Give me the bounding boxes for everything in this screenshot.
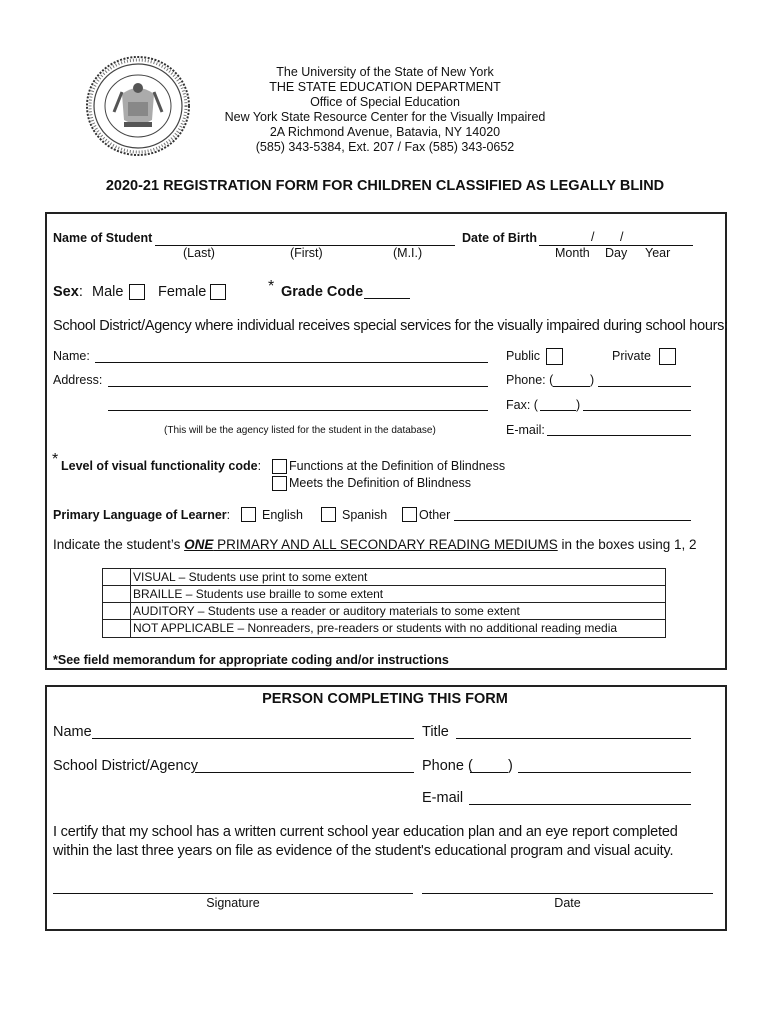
header-office: Office of Special Education — [310, 95, 460, 109]
signature-field[interactable] — [53, 893, 413, 894]
english-checkbox[interactable] — [241, 507, 256, 522]
medium-visual-label: VISUAL – Students use print to some extent — [133, 570, 368, 584]
medium-na-label: NOT APPLICABLE – Nonreaders, pre-readers or students with no additional reading media — [133, 621, 618, 635]
public-checkbox[interactable] — [546, 348, 563, 365]
first-caption: (First) — [290, 246, 323, 260]
completer-section — [45, 685, 727, 931]
completer-phone-label: Phone ( — [422, 758, 473, 774]
completer-name-label: Name — [53, 724, 92, 740]
district-phone-area-field[interactable] — [553, 386, 590, 387]
reading-mediums-table — [102, 568, 666, 638]
medium-row-visual[interactable] — [103, 569, 665, 586]
district-fax-area-field[interactable] — [540, 410, 576, 411]
header-resource-center: New York State Resource Center for the Visually Impaired — [224, 110, 546, 124]
district-prompt: School District/Agency where individual receives special services for the visually impaired during school hours: — [53, 318, 728, 334]
completer-phone-area-field[interactable] — [470, 772, 508, 773]
private-label: Private — [612, 349, 651, 363]
form-title: 2020-21 REGISTRATION FORM FOR CHILDREN CLASSIFIED AS LEGALLY BLIND — [105, 178, 665, 194]
district-fax-field[interactable] — [583, 410, 691, 411]
mi-caption: (M.I.) — [393, 246, 423, 260]
other-language-field[interactable] — [454, 520, 691, 521]
male-checkbox[interactable] — [129, 284, 145, 300]
grade-code-label: Grade Code — [281, 284, 364, 300]
completer-email-field[interactable] — [469, 804, 691, 805]
meets-checkbox[interactable] — [272, 476, 287, 491]
reading-mediums-instruction — [53, 537, 697, 552]
memo-note: *See field memorandum for appropriate coding and/or instructions — [53, 653, 449, 667]
header-address: 2A Richmond Avenue, Batavia, NY 14020 — [269, 125, 501, 139]
meets-label: Meets the Definition of Blindness — [289, 476, 472, 490]
district-email-label: E-mail: — [506, 423, 545, 437]
spanish-label: Spanish — [342, 508, 388, 522]
dob-sep-2: / — [620, 230, 624, 244]
signature-caption: Signature — [206, 896, 260, 910]
medium-auditory-label: AUDITORY – Students use a reader or auditory materials to some extent — [133, 604, 520, 618]
agency-note: (This will be the agency listed for the student in the database) — [164, 425, 436, 436]
visual-code-colon: : — [257, 459, 262, 473]
last-caption: (Last) — [183, 246, 215, 260]
other-label: Other — [419, 508, 451, 522]
medium-row-auditory[interactable] — [103, 603, 665, 620]
district-fax-paren: ) — [576, 398, 581, 412]
district-address-field-1[interactable] — [108, 386, 488, 387]
completer-title-field[interactable] — [456, 738, 691, 739]
reading-mid: PRIMARY AND ALL SECONDARY READING MEDIUMS — [213, 537, 558, 552]
sex-label: Sex — [53, 284, 79, 300]
reading-one: ONE — [184, 537, 214, 552]
district-address-label: Address: — [53, 373, 103, 387]
district-phone-label: Phone: ( — [506, 373, 554, 387]
header-department: THE STATE EDUCATION DEPARTMENT — [269, 80, 501, 94]
student-name-label: Name of Student — [53, 231, 153, 245]
private-checkbox[interactable] — [659, 348, 676, 365]
year-caption: Year — [645, 246, 671, 260]
certify-line-2: within the last three years on file as evidence of the student's educational program and visual acuity. — [53, 843, 674, 859]
spanish-checkbox[interactable] — [321, 507, 336, 522]
district-phone-paren: ) — [590, 373, 595, 387]
public-label: Public — [506, 349, 541, 363]
dob-sep-1: / — [591, 230, 595, 244]
visual-code-label: Level of visual functionality code — [61, 459, 258, 473]
dob-label: Date of Birth — [462, 231, 537, 245]
language-label: Primary Language of Learner — [53, 508, 227, 522]
female-checkbox[interactable] — [210, 284, 226, 300]
completer-email-label: E-mail — [422, 790, 464, 806]
functions-checkbox[interactable] — [272, 459, 287, 474]
district-email-field[interactable] — [547, 435, 691, 436]
completer-name-field[interactable] — [92, 738, 414, 739]
district-name-field[interactable] — [95, 362, 488, 363]
medium-row-braille[interactable] — [103, 586, 665, 603]
grade-code-field[interactable] — [364, 298, 410, 299]
date-field[interactable] — [422, 893, 713, 894]
english-label: English — [262, 508, 303, 522]
reading-post: in the boxes using 1, 2 — [557, 537, 697, 552]
completer-title-label: Title — [422, 724, 449, 740]
medium-braille-label: BRAILLE – Students use braille to some extent — [133, 587, 384, 601]
district-name-label: Name: — [53, 349, 90, 363]
male-label: Male — [92, 284, 124, 300]
language-colon: : — [226, 508, 231, 522]
functions-label: Functions at the Definition of Blindness — [289, 459, 506, 473]
certify-line-1: I certify that my school has a written current school year education plan and an eye report completed — [53, 824, 678, 840]
completer-phone-field[interactable] — [518, 772, 691, 773]
month-caption: Month — [555, 246, 590, 260]
district-fax-label: Fax: ( — [506, 398, 538, 412]
state-seal — [84, 54, 192, 158]
date-caption: Date — [554, 896, 581, 910]
grade-asterisk: * — [268, 278, 275, 295]
other-checkbox[interactable] — [402, 507, 417, 522]
sex-colon: : — [78, 284, 83, 300]
completer-phone-paren: ) — [508, 758, 513, 774]
medium-row-not-applicable[interactable] — [103, 620, 665, 637]
district-phone-field[interactable] — [598, 386, 691, 387]
completer-heading: PERSON COMPLETING THIS FORM — [262, 691, 508, 707]
header-phone: (585) 343-5384, Ext. 207 / Fax (585) 343-0652 — [255, 140, 515, 154]
district-address-field-2[interactable] — [108, 410, 488, 411]
day-caption: Day — [605, 246, 628, 260]
header-university: The University of the State of New York — [276, 65, 494, 79]
completer-district-field[interactable] — [195, 772, 414, 773]
completer-district-label: School District/Agency — [53, 758, 199, 774]
female-label: Female — [158, 284, 207, 300]
visual-asterisk: * — [52, 451, 59, 468]
reading-pre: Indicate the student’s — [53, 537, 185, 552]
